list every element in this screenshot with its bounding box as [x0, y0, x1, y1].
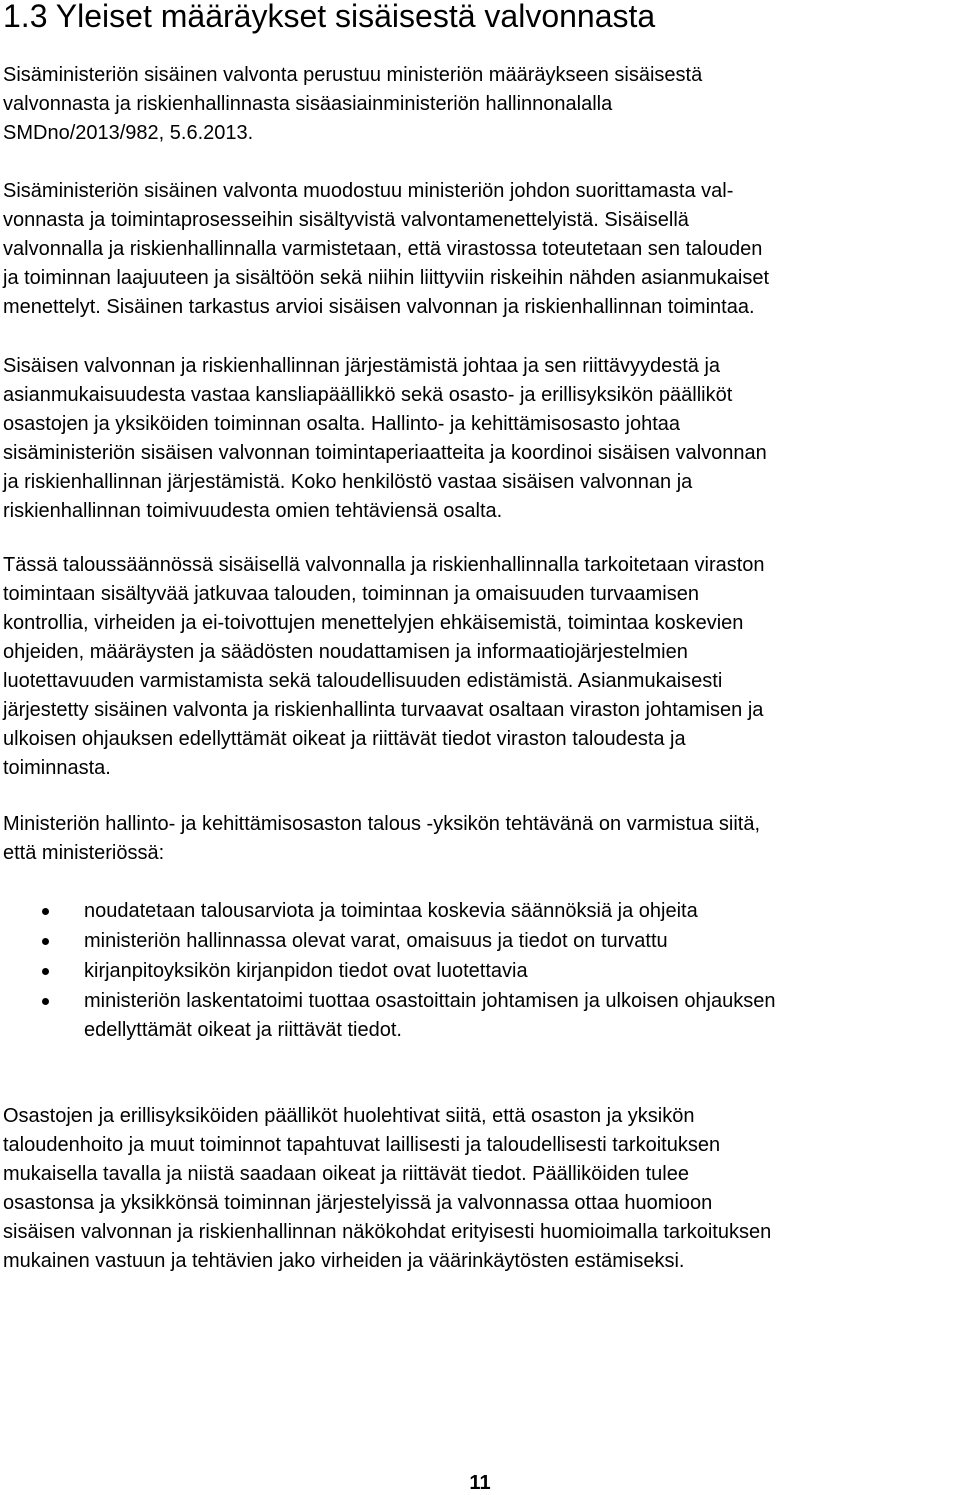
text-line: Osastojen ja erillisyksiköiden päälliköt huolehtivat siitä, että osaston ja yksikön — [3, 1105, 695, 1127]
text-line: ulkoisen ohjauksen edellyttämät oikeat ja riittävät tiedot viraston taloudesta ja — [3, 728, 686, 750]
paragraph-legal-basis — [3, 61, 702, 148]
list-item — [0, 897, 776, 926]
text-line: osastojen ja yksiköiden toiminnan osalta. Hallinto- ja kehittämisosasto johtaa — [3, 413, 681, 435]
text-line: asianmukaisuudesta vastaa kansliapäällikkö sekä osasto- ja erillisyksikön päälliköt — [3, 384, 733, 406]
text-line: sisäisen valvonnan ja riskienhallinnan näkökohdat erityisesti huomioimalla tarkoituksen — [3, 1221, 772, 1243]
text-line: kontrollia, virheiden ja ei-toivottujen menettelyjen ehkäisemistä, toimintaa koskevien — [3, 612, 744, 634]
text-line: luotettavuuden varmistamista sekä taloudellisuuden edistämistä. Asianmukaisesti — [3, 670, 723, 692]
bullet-list — [0, 897, 776, 1046]
text-line: riskienhallinnan toimivuudesta omien tehtäviensä osalta. — [3, 500, 503, 522]
text-line: osastonsa ja yksikkönsä toiminnan järjestelyissä ja valvonnassa ottaa huomioon — [3, 1192, 713, 1214]
text-line: noudatetaan talousarviota ja toimintaa koskevia säännöksiä ja ohjeita — [84, 900, 698, 922]
text-line: Tässä taloussäännössä sisäisellä valvonnalla ja riskienhallinnalla tarkoitetaan viraston — [3, 554, 765, 576]
paragraph-purpose — [3, 551, 765, 783]
text-line: valvonnalla ja riskienhallinnalla varmistetaan, että virastossa toteutetaan sen talouden — [3, 238, 763, 260]
text-line: mukaisella tavalla ja niistä saadaan oikeat ja riittävät tiedot. Päälliköiden tulee — [3, 1163, 689, 1185]
bullet-icon — [42, 938, 49, 945]
bullet-icon — [42, 908, 49, 915]
paragraph-internal-control-definition — [3, 177, 769, 322]
paragraph-finance-unit-task — [3, 810, 760, 868]
paragraph-department-heads — [3, 1102, 771, 1276]
text-line: ja riskienhallinnan järjestämistä. Koko henkilöstö vastaa sisäisen valvonnan ja — [3, 471, 693, 493]
text-line: toimintaan sisältyvää jatkuvaa talouden, toiminnan ja omaisuuden turvaamisen — [3, 583, 699, 605]
list-item — [0, 927, 776, 956]
bullet-icon — [42, 968, 49, 975]
text-line: ja toiminnan laajuuteen ja sisältöön sekä niihin liittyviin riskeihin nähden asianmukaiset — [3, 267, 769, 289]
page-number: 11 — [469, 1472, 491, 1494]
text-line: Sisäministeriön sisäinen valvonta muodostuu ministeriön johdon suorittamasta val- — [3, 180, 734, 202]
text-line: että ministeriössä: — [3, 842, 165, 864]
text-line: ministeriön hallinnassa olevat varat, omaisuus ja tiedot on turvattu — [84, 930, 668, 952]
text-line: kirjanpitoyksikön kirjanpidon tiedot ovat luotettavia — [84, 960, 528, 982]
list-item — [0, 957, 776, 986]
text-line: toiminnasta. — [3, 757, 111, 779]
text-line: mukainen vastuun ja tehtävien jako virheiden ja väärinkäytösten estämiseksi. — [3, 1250, 685, 1272]
text-line: järjestetty sisäinen valvonta ja riskienhallinta turvaavat osaltaan viraston johtamisen ja — [3, 699, 764, 721]
text-line: ministeriön laskentatoimi tuottaa osastoittain johtamisen ja ulkoisen ohjauksen — [84, 990, 776, 1012]
bullet-icon — [42, 998, 49, 1005]
text-line: sisäministeriön sisäisen valvonnan toimintaperiaatteita ja koordinoi sisäisen valvonnan — [3, 442, 767, 464]
text-line: vonnasta ja toimintaprosesseihin sisältyvistä valvontamenettelyistä. Sisäisellä — [3, 209, 689, 231]
text-line: edellyttämät oikeat ja riittävät tiedot. — [84, 1019, 402, 1041]
text-line: Sisäministeriön sisäinen valvonta perustuu ministeriön määräykseen sisäisestä — [3, 64, 703, 86]
paragraph-responsibilities — [3, 352, 767, 526]
section-heading: 1.3 Yleiset määräykset sisäisestä valvonnasta — [3, 0, 656, 34]
list-item — [0, 987, 776, 1045]
text-line: ohjeiden, määräysten ja säädösten noudattamisen ja informaatiojärjestelmien — [3, 641, 688, 663]
text-line: Sisäisen valvonnan ja riskienhallinnan järjestämistä johtaa ja sen riittävyydestä ja — [3, 355, 721, 377]
text-line: Ministeriön hallinto- ja kehittämisosaston talous -yksikön tehtävänä on varmistua siitä, — [3, 813, 761, 835]
text-line: taloudenhoito ja muut toiminnot tapahtuvat laillisesti ja taloudellisesti tarkoituksen — [3, 1134, 721, 1156]
text-line: menettelyt. Sisäinen tarkastus arvioi sisäisen valvonnan ja riskienhallinnan toimintaa. — [3, 296, 755, 318]
text-line: SMDno/2013/982, 5.6.2013. — [3, 122, 254, 144]
text-line: valvonnasta ja riskienhallinnasta sisäasiainministeriön hallinnonalalla — [3, 93, 613, 115]
